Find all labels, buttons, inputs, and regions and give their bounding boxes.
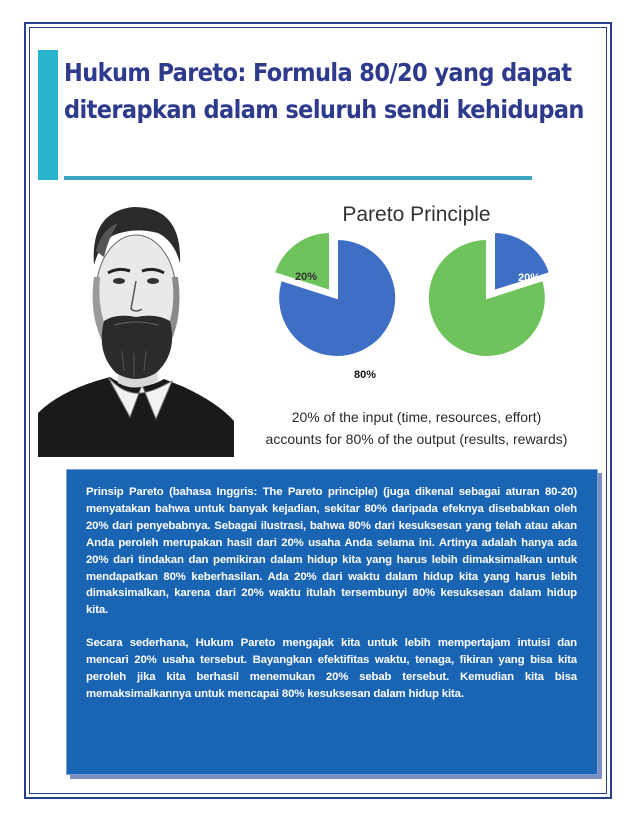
page-title: Hukum Pareto: Formula 80/20 yang dapat diterapkan dalam seluruh sendi kehidupan [64,58,584,124]
left-pie-small-label: 20% [295,271,318,283]
body-paragraph-2: Secara sederhana, Hukum Pareto mengajak kita untuk lebih mempertajam intuisi dan mencari 20% usaha tersebut. Bayangkan efektifitas waktu, tenaga, fikiran yang bisa kita peroleh jika kita berhasil menemukan 20% sebab tersebut. Kemudian kita bisa memaksimalkannya untuk mencapai 80% kesuksesan dalam hidup kita. [86,637,577,700]
body-textbox [66,469,598,775]
right-pie-large-label: 80% [450,360,473,372]
body-paragraph-1: Prinsip Pareto (bahasa Inggris: The Pareto principle) (juga dikenal sebagai aturan 80-20) menyatakan bahwa untuk banyak kejadian, sekitar 80% daripada efeknya disebabkan oleh 20% dari penyebabnya. Sebagai ilustrasi, bahwa 80% dari kesuksesan yang telah atau akan Anda peroleh merupakan hasil dari 20% usaha Anda selama ini. Artinya adalah hanya ada 20% dari tindakan dan pemikiran dalam hidup kita yang harus lebih dimaksimalkan untuk mendapatkan 80% keberhasilan. Ada 20% dari waktu dalam hidup kita yang harus lebih dimaksimalkan, karena dari 20% waktu itulah tersembunyi 80% kesuksesan dalam hidup kita. [86,486,577,617]
portrait-image [38,181,234,457]
left-pie-large-label: 80% [354,369,377,381]
title-accent-bar [38,50,58,180]
pareto-figure [240,181,593,458]
title-underline [64,176,532,180]
pareto-caption-line2: accounts for 80% of the output (results, rewards) [265,431,568,447]
pareto-heading: Pareto Principle [342,203,491,226]
pareto-caption-line1: 20% of the input (time, resources, effort) [291,409,542,425]
portrait-drawing [38,181,234,457]
right-pie-small-label: 20% [518,272,541,284]
